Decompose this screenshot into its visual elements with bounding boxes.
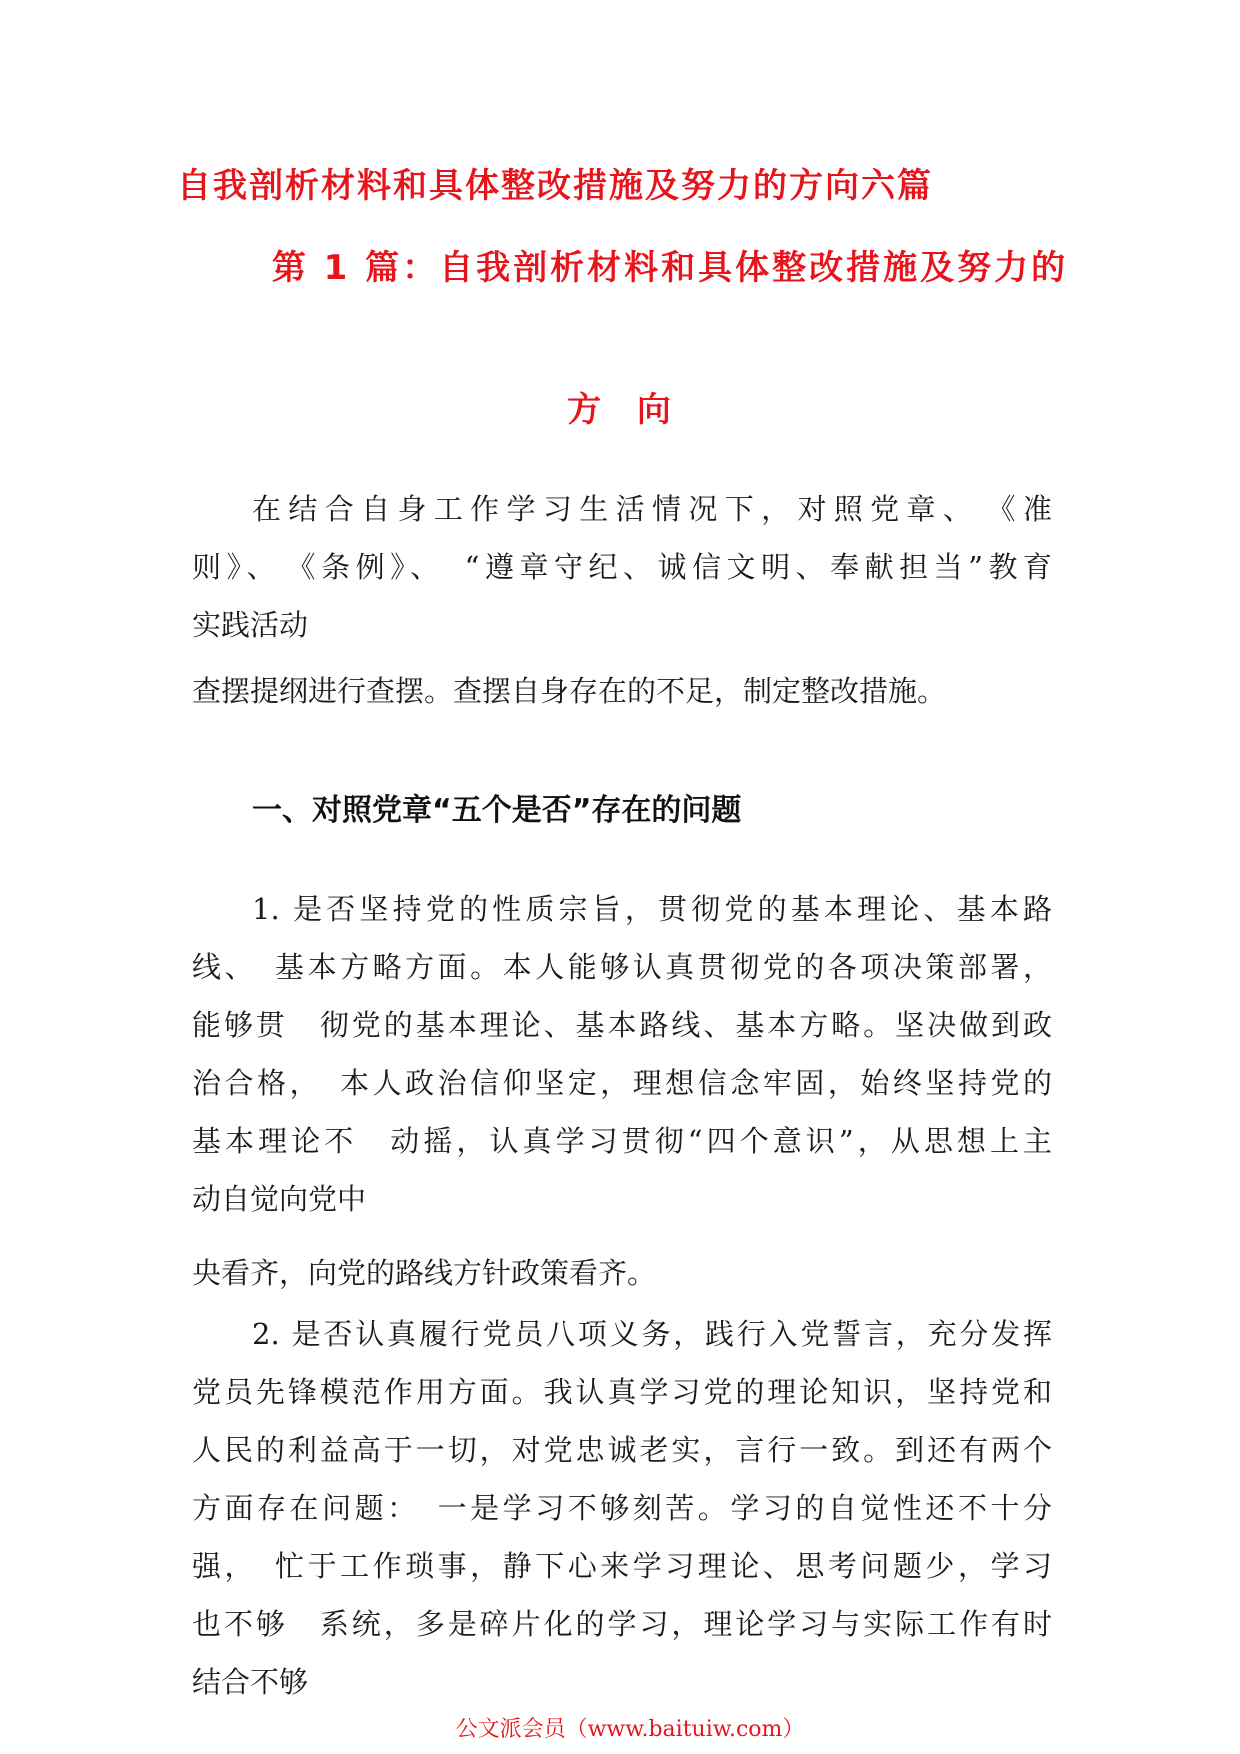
item-2-line: 党员先锋模范作用方面。我认真学习党的理论知识，坚持党和 — [192, 1375, 1052, 1409]
intro-paragraph — [192, 480, 1052, 654]
intro-tail-line: 查摆提纲进行查摆。查摆自身存在的不足，制定整改措施。 — [192, 674, 947, 708]
item-2-line: 强， 忙于工作琐事，静下心来学习理论、思考问题少，学习 — [192, 1549, 1052, 1583]
item-2-paragraph — [192, 1305, 1052, 1711]
item-1-line: 治合格， 本人政治信仰坚定，理想信念牢固，始终坚持党的 — [192, 1066, 1052, 1100]
item-2-line: 2. 是否认真履行党员八项义务，践行入党誓言，充分发挥 — [252, 1317, 1052, 1351]
sub-title-line-1: 第 1 篇：自我剖析材料和具体整改措施及努力的 — [271, 248, 1069, 288]
item-1-line: 动自觉向党中 — [192, 1182, 367, 1216]
main-title: 自我剖析材料和具体整改措施及努力的方向六篇 — [177, 166, 933, 206]
item-2-line: 人民的利益高于一切，对党忠诚老实，言行一致。到还有两个 — [192, 1433, 1052, 1467]
item-2-line: 结合不够 — [192, 1665, 309, 1699]
item-1-tail-paragraph — [192, 1244, 1052, 1302]
item-1-paragraph — [192, 880, 1052, 1228]
intro-line: 在结合自身工作学习生活情况下，对照党章、 《准 — [252, 492, 1052, 526]
item-1-tail-line: 央看齐，向党的路线方针政策看齐。 — [192, 1256, 657, 1290]
item-2-line: 也不够 系统，多是碎片化的学习，理论学习与实际工作有时 — [192, 1607, 1052, 1641]
item-1-line: 能够贯 彻党的基本理论、基本路线、基本方略。坚决做到政 — [192, 1008, 1052, 1042]
item-1-line: 1. 是否坚持党的性质宗旨，贯彻党的基本理论、基本路 — [252, 892, 1052, 926]
intro-line: 则》、 《条例》、 “遵章守纪、诚信文明、奉献担当”教育 — [192, 550, 1052, 584]
intro-line: 实践活动 — [192, 608, 309, 642]
sub-title-line-2: 方 向 — [567, 390, 683, 430]
intro-tail-paragraph — [192, 662, 1052, 720]
section-heading: 一、对照党章“五个是否”存在的问题 — [252, 793, 742, 828]
footer-watermark-link[interactable]: 公文派会员（www.baituiw.com） — [455, 1717, 805, 1742]
item-2-line: 方面存在问题： 一是学习不够刻苦。学习的自觉性还不十分 — [192, 1491, 1052, 1525]
item-1-line: 基本理论不 动摇，认真学习贯彻“四个意识”，从思想上主 — [192, 1124, 1052, 1158]
item-1-line: 线、 基本方略方面。本人能够认真贯彻党的各项决策部署， — [192, 950, 1052, 984]
